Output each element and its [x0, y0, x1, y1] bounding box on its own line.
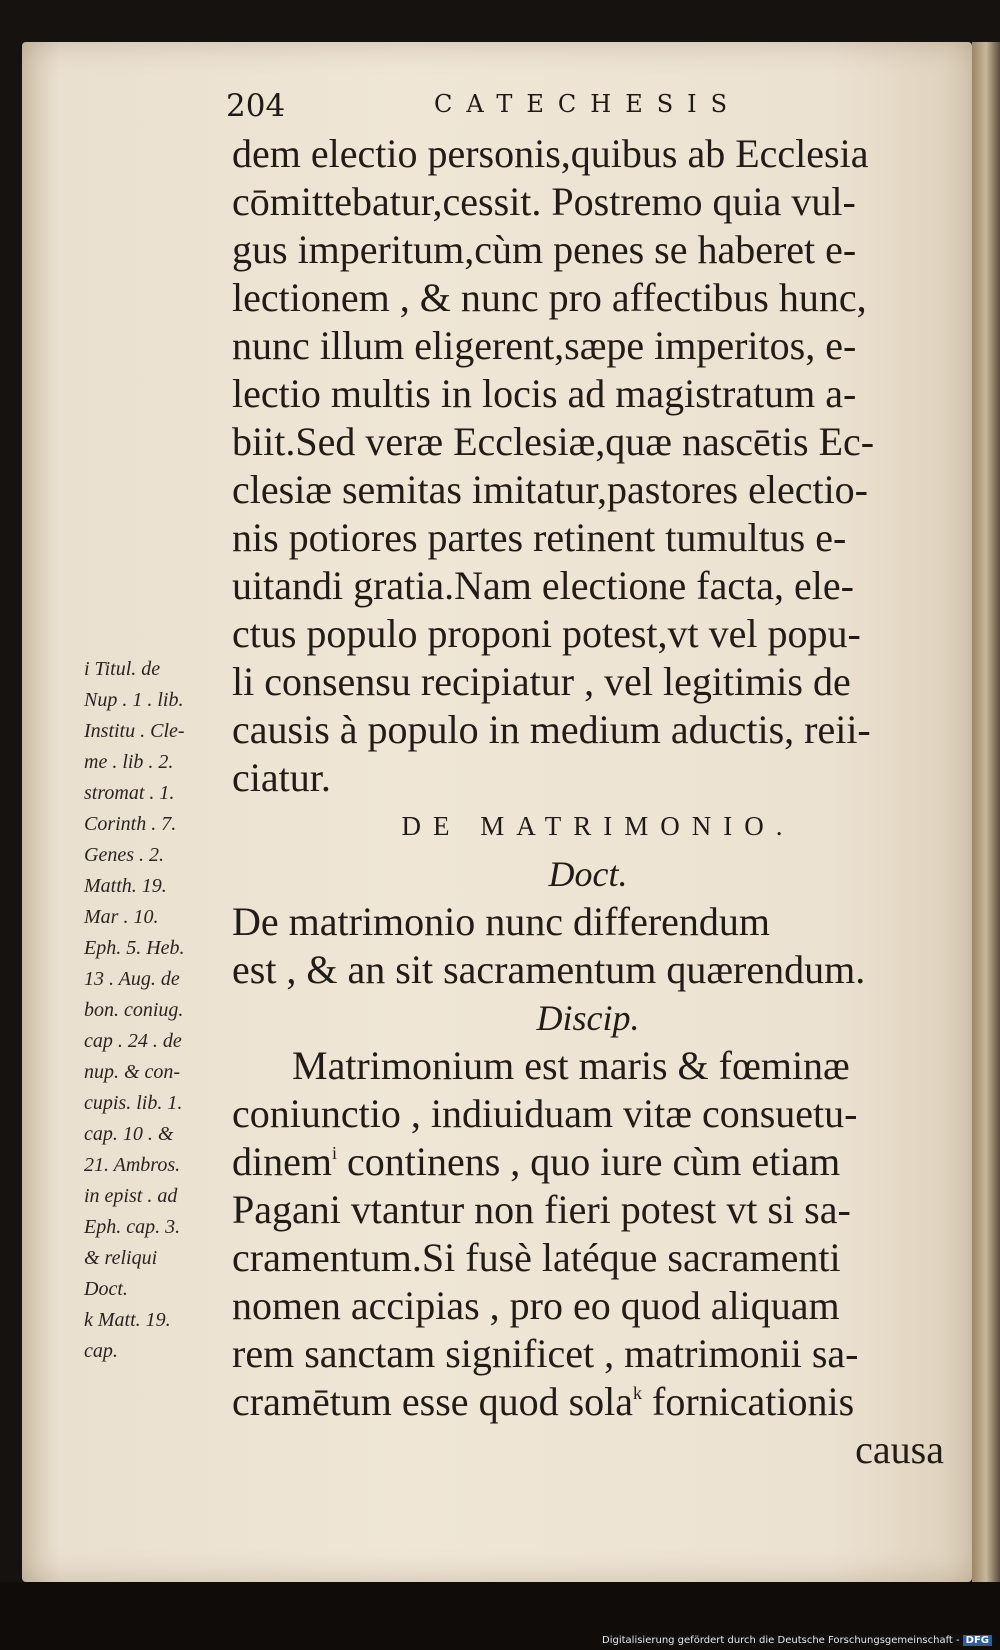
text-line: dinem$^i$ continens , quo iure cùm etiam: [232, 1139, 841, 1184]
text-line: clesiæ semitas imitatur,pastores electio-: [232, 467, 868, 512]
margin-note-line: Nup . 1 . lib.: [84, 689, 184, 711]
margin-note-line: Doct.: [84, 1278, 128, 1300]
main-text: [232, 130, 944, 1474]
running-head: CATECHESIS: [434, 90, 742, 118]
text-line: coniunctio , indiuiduam vitæ consuetu-: [232, 1091, 858, 1136]
margin-note-line: Matth. 19.: [84, 875, 167, 897]
text-line: Pagani vtantur non fieri potest vt si sa-: [232, 1187, 851, 1232]
margin-note-line: Eph. 5. Heb.: [84, 937, 185, 959]
margin-note-line: bon. coniug.: [84, 999, 184, 1021]
margin-notes: [84, 654, 232, 1367]
margin-note-line: Eph. cap. 3.: [84, 1216, 181, 1238]
text-line: causis à populo in medium aductis, reii-: [232, 707, 871, 752]
text-line: uitandi gratia.Nam electione facta, ele-: [232, 563, 854, 608]
margin-note-line: 13 . Aug. de: [84, 968, 180, 990]
text-line: gus imperitum,cùm penes se haberet e-: [232, 227, 857, 272]
digitization-credit: [600, 1635, 994, 1646]
margin-note-line: me . lib . 2.: [84, 751, 174, 773]
page-number: 204: [226, 88, 286, 124]
text-line: De matrimonio nunc differendum: [232, 899, 771, 944]
margin-note-line: i Titul. de: [84, 658, 161, 680]
text-line: Matrimonium est maris & fœminæ: [292, 1043, 850, 1088]
text-line: est , & an sit sacramentum quærendum.: [232, 947, 866, 992]
footnote-marker: i: [331, 1143, 337, 1163]
body-paragraph: [232, 130, 944, 802]
margin-note-line: Genes . 2.: [84, 844, 164, 866]
text-line: cōmittebatur,cessit. Postremo quia vul-: [232, 179, 856, 224]
margin-note-line: Mar . 10.: [84, 906, 159, 928]
margin-note-line: Institu . Cle-: [84, 720, 185, 742]
text-line: nis potiores partes retinent tumultus e-: [232, 515, 847, 560]
text-line: ctus populo proponi potest,vt vel popu-: [232, 611, 861, 656]
text-line: li consensu recipiatur , vel legitimis de: [232, 659, 851, 704]
margin-note-line: nup. & con-: [84, 1061, 181, 1083]
doct-paragraph: [232, 898, 944, 994]
text-line: dem electio personis,quibus ab Ecclesia: [232, 131, 869, 176]
discip-paragraph: [232, 1042, 944, 1426]
margin-note-line: 21. Ambros.: [84, 1154, 181, 1176]
dfg-logo: DFG: [963, 1635, 992, 1646]
page-edge: [972, 42, 1000, 1582]
text-line: cramentum.Si fusè latéque sacramenti: [232, 1235, 841, 1280]
footnote-marker: k: [633, 1383, 642, 1403]
text-line: ciatur.: [232, 755, 331, 800]
margin-note-line: & reliqui: [84, 1247, 158, 1269]
speaker-label-discip: Discip.: [536, 998, 640, 1038]
margin-note-line: stromat . 1.: [84, 782, 175, 804]
text-line: lectionem , & nunc pro affectibus hunc,: [232, 275, 867, 320]
margin-note-line: cap.: [84, 1340, 118, 1362]
credit-text: Digitalisierung gefördert durch die Deutsche Forschungsgemeinschaft -: [602, 1635, 960, 1646]
margin-note-line: cap. 10 . &: [84, 1123, 174, 1145]
margin-note-line: cap . 24 . de: [84, 1030, 182, 1052]
margin-note-line: k Matt. 19.: [84, 1309, 171, 1331]
page-header: [226, 88, 846, 132]
text-line: lectio multis in locis ad magistratum a-: [232, 371, 857, 416]
text-line: biit.Sed veræ Ecclesiæ,quæ nascētis Ec-: [232, 419, 875, 464]
section-heading: DE MATRIMONIO.: [401, 811, 795, 841]
text-line: nunc illum eligerent,sæpe imperitos, e-: [232, 323, 857, 368]
text-line: cramētum esse quod sola$^k$ fornicationis: [232, 1379, 855, 1424]
margin-note-line: cupis. lib. 1.: [84, 1092, 183, 1114]
catchword: causa: [855, 1427, 944, 1472]
margin-note-line: Corinth . 7.: [84, 813, 177, 835]
text-line: nomen accipias , pro eo quod aliquam: [232, 1283, 840, 1328]
text-line: rem sanctam significet , matrimonii sa-: [232, 1331, 859, 1376]
margin-note-line: in epist . ad: [84, 1185, 178, 1207]
speaker-label-doct: Doct.: [548, 854, 628, 894]
